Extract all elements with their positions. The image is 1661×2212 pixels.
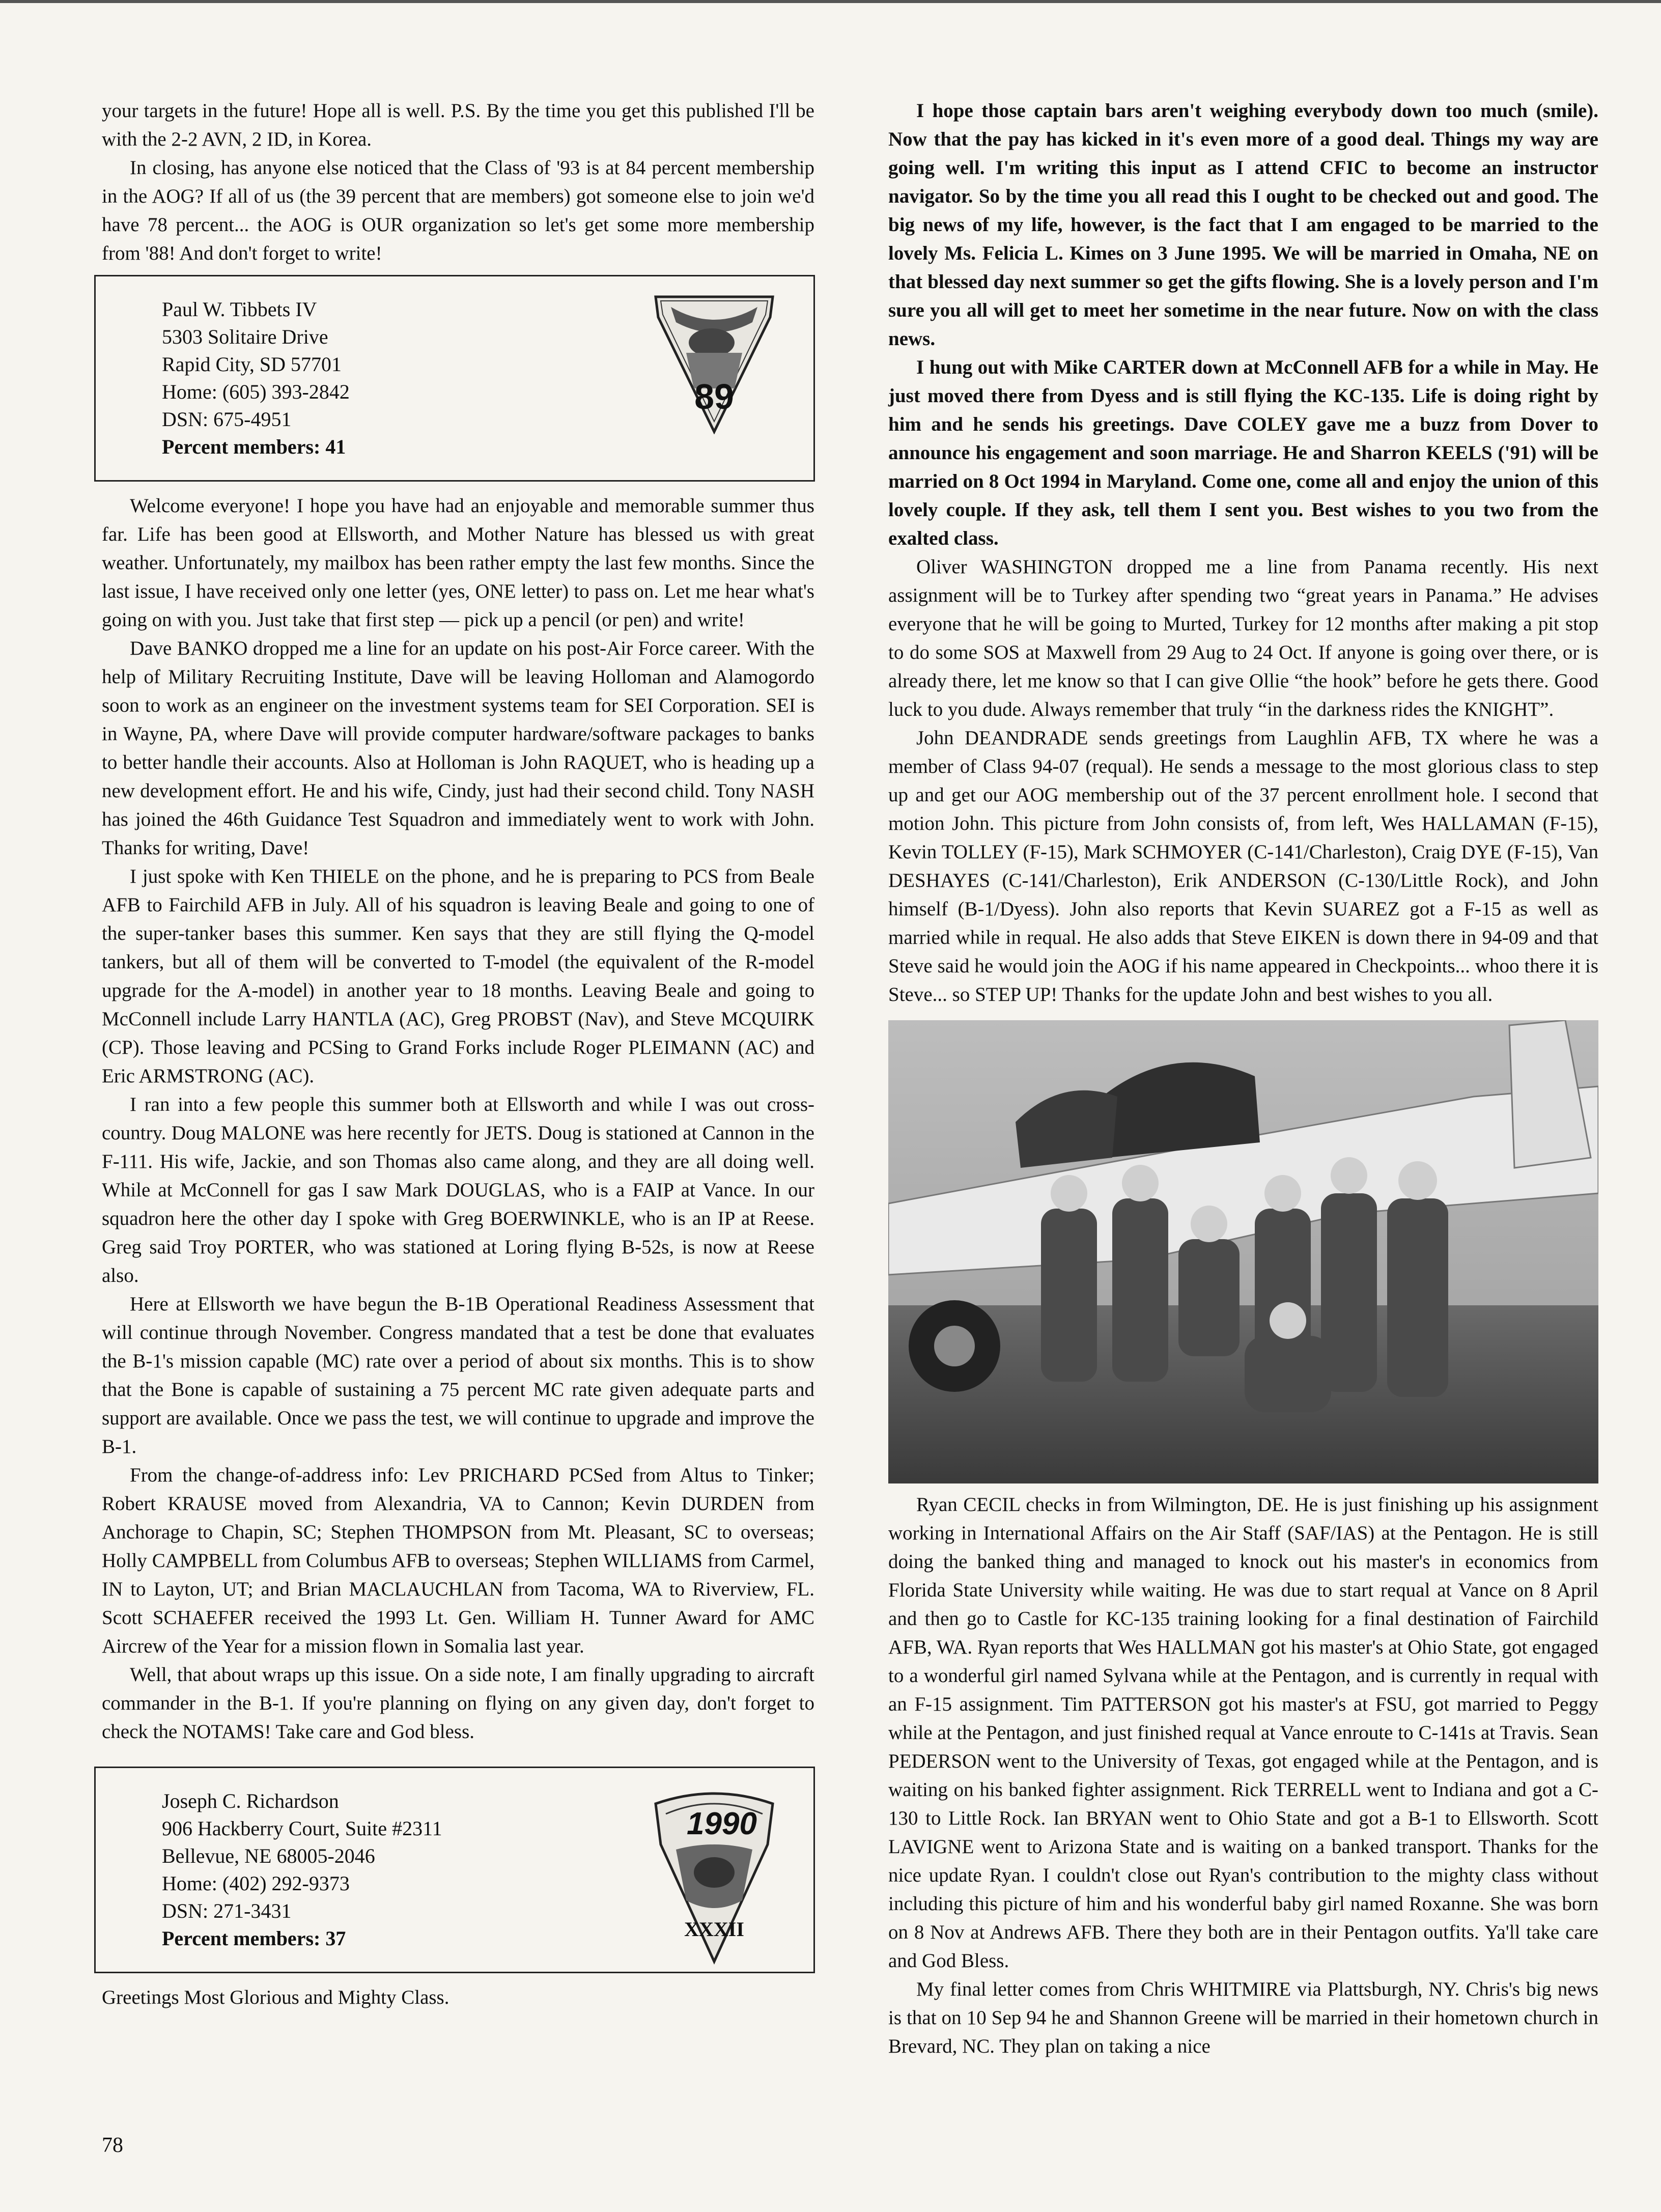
- svg-text:1990: 1990: [687, 1806, 757, 1841]
- paragraph: Ryan CECIL checks in from Wilmington, DE. He is just finishing up his assignment working in International Affairs on the Air Staff (SAF/IAS) at the Pentagon. He is still doing the banked thing and managed to knock out his master's in economics from Florida State University while waiting. He was due to start requal at Vance on 8 April and then go to Castle for KC-135 training looking for a final destination of Fairchild AFB, WA. Ryan reports that Wes HALLMAN got his master's at Ohio State, got engaged to a wonderful girl named Sylvana while at the Pentagon, and is currently in requal with an F-15 assignment. Tim PATTERSON got his master's at FSU, got married to Peggy while at the Pentagon, and just finished requal at Vance enroute to C-141s at Travis. Sean PEDERSON went to the University of Texas, got engaged while at the Pentagon, and is waiting on his banked fighter assignment. Rick TERRELL went to Indiana and got a C-130 to Little Rock. Ian BRYAN went to Ohio State and got a B-1 to Ellsworth. Scott LAVIGNE went to Arizona State and is waiting on a banked transport. Thanks for the nice update Ryan. I couldn't close out Ryan's contribution to the mighty class without including this picture of him and his wonderful baby girl named Roxanne. She was born on 8 Nov at Andrews AFB. There they both are in their Pentagon outfits. Ya'll take care and God Bless.: [888, 1494, 1598, 1972]
- paragraph: I hung out with Mike CARTER down at McConnell AFB for a while in May. He just moved there from Dyess and is still flying the KC-135. Life is doing right by him and he sends his greetings. Dave COLEY gave me a buzz from Dover to announce his engagement and soon marriage. He and Sharron KEELS ('91) will be married on 8 Oct 1994 in Maryland. Come one, come all and enjoy the union of this lovely couple. If they ask, tell them I sent you. Best wishes to you two from the exalted class.: [888, 356, 1598, 549]
- scribe-city: Bellevue, NE 68005-2046: [162, 1844, 375, 1867]
- scribe-street: 906 Hackberry Court, Suite #2311: [162, 1817, 442, 1840]
- svg-text:89: 89: [694, 377, 734, 416]
- left-column: [102, 97, 814, 2012]
- right-column: [888, 97, 1598, 2061]
- paragraph: your targets in the future! Hope all is well. P.S. By the time you get this published I'll be with the 2-2 AVN, 2 ID, in Korea.: [102, 100, 814, 150]
- paragraph: I ran into a few people this summer both at Ellsworth and while I was out cross-country. Doug MALONE was here recently for JETS. Doug is stationed at Cannon in the F-111. His wife, Jackie, and son Thomas also came along, and they are all doing well. While at McConnell for gas I saw Mark DOUGLAS, who is a FAIP at Vance. In our squadron here the other day I spoke with Greg BOERWINKLE, who is an IP at Reese. Greg said Troy PORTER, who was stationed at Loring flying B-52s, is now at Reese also.: [102, 1094, 814, 1286]
- class-1989-address-box: [94, 275, 815, 482]
- class-1990-address-box: [94, 1767, 815, 1973]
- closing-line: Greetings Most Glorious and Mighty Class.: [102, 1986, 449, 2008]
- svg-text:XXXII: XXXII: [684, 1918, 744, 1941]
- paragraph: My final letter comes from Chris WHITMIRE via Plattsburgh, NY. Chris's big news is that on 10 Sep 94 he and Shannon Greene will be married in their hometown church in Brevard, NC. They plan on taking a nice: [888, 1978, 1598, 2057]
- paragraph: From the change-of-address info: Lev PRICHARD PCSed from Altus to Tinker; Robert KRAUSE moved from Alexandria, VA to Cannon; Kevin DURDEN from Anchorage to Chapin, SC; Stephen THOMPSON from Mt. Pleasant, SC to overseas; Holly CAMPBELL from Columbus AFB to overseas; Stephen WILLIAMS from Carmel, IN to Layton, UT; and Brian MACLAUCHLAN from Tacoma, WA to Riverview, FL. Scott SCHAEFER received the 1993 Lt. Gen. William H. Tunner Award for AMC Aircrew of the Year for a mission flown in Somalia last year.: [102, 1464, 814, 1657]
- percent-members: Percent members: 37: [162, 1927, 346, 1950]
- paragraph: Welcome everyone! I hope you have had an enjoyable and memorable summer thus far. Life has been good at Ellsworth, and Mother Nature has blessed us with great weather. Unfortunately, my mailbox has been rather empty the last few months. Since the last issue, I have received only one letter (yes, ONE letter) to pass on. Let me hear what's going on with you. Just take that first step — pick up a pencil (or pen) and write!: [102, 495, 814, 631]
- group-photo-jet: [888, 1020, 1598, 1483]
- paragraph: John DEANDRADE sends greetings from Laughlin AFB, TX where he was a member of Class 94-07 (requal). He sends a message to the most glorious class to step up and get our AOG membership out of the 37 percent enrollment hole. I second that motion John. This picture from John consists of, from left, Wes HALLAMAN (F-15), Kevin TOLLEY (F-15), Mark SCHMOYER (C-141/Charleston), Craig DYE (F-15), Van DESHAYES (C-141/Charleston), Erik ANDERSON (C-130/Little Rock), and John himself (B-1/Dyess). John also reports that Kevin SUAREZ got a F-15 as well as married while in requal. He also adds that Steve EIKEN is down there in 94-09 and that Steve said he would join the AOG if his name appeared in Checkpoints... whoo there it is Steve... so STEP UP! Thanks for the update John and best wishes to you all.: [888, 727, 1598, 1005]
- scribe-home-phone: Home: (605) 393-2842: [162, 380, 350, 403]
- paragraph: I hope those captain bars aren't weighing everybody down too much (smile). Now that the pay has kicked in it's even more of a good deal. Things my way are going well. I'm writing this input as I attend CFIC to become an instructor navigator. So by the time you all read this I ought to be checked out and good. The big news of my life, however, is the fact that I am engaged to be married to the lovely Ms. Felicia L. Kimes on 3 June 1995. We will be married in Omaha, NE on that blessed day next summer so get the gifts flowing. She is a lovely person and I'm sure you all will get to meet her sometime in the near future. Now on with the class news.: [888, 100, 1598, 350]
- class-crest-icon: [645, 1783, 783, 1967]
- paragraph: Well, that about wraps up this issue. On a side note, I am finally upgrading to aircraft commander in the B-1. If you're planning on flying on any given day, don't forget to check the NOTAMS! Take care and God bless.: [102, 1664, 814, 1743]
- scribe-name: Joseph C. Richardson: [162, 1789, 339, 1812]
- scribe-home-phone: Home: (402) 292-9373: [162, 1872, 350, 1895]
- percent-members: Percent members: 41: [162, 435, 346, 458]
- page-number: 78: [102, 2134, 123, 2157]
- paragraph: In closing, has anyone else noticed that the Class of '93 is at 84 percent membership in the AOG? If all of us (the 39 percent that are members) got someone else to join we'd have 78 percent... the AOG is OUR organization so let's get some more membership from '88! And don't forget to write!: [102, 157, 814, 264]
- scribe-street: 5303 Solitaire Drive: [162, 325, 328, 348]
- scribe-dsn: DSN: 271-3431: [162, 1899, 292, 1922]
- paragraph: Dave BANKO dropped me a line for an update on his post-Air Force career. With the help of Military Recruiting Institute, Dave will be leaving Holloman and Alamogordo soon to work as an engineer on the investment systems team for SEI Corporation. SEI is in Wayne, PA, where Dave will provide computer hardware/software packages to banks to better handle their accounts. Also at Holloman is John RAQUET, who is heading up a new development effort. He and his wife, Cindy, just had their second child. Tony NASH has joined the 46th Guidance Test Squadron and immediately went to work with John. Thanks for writing, Dave!: [102, 637, 814, 859]
- paragraph: Oliver WASHINGTON dropped me a line from Panama recently. His next assignment will be to Turkey after spending two “great years in Panama.” He advises everyone that he will be going to Murted, Turkey for 12 months after making a pit stop to do some SOS at Maxwell from 29 Aug to 24 Oct. If anyone is going over there, or is already there, let me know so that I can give Ollie “the hook” before he gets there. Good luck to you dude. Always remember that truly “in the darkness rides the KNIGHT”.: [888, 556, 1598, 720]
- scribe-name: Paul W. Tibbets IV: [162, 298, 317, 321]
- paragraph: Here at Ellsworth we have begun the B-1B Operational Readiness Assessment that will continue through November. Congress mandated that a test be done that evaluates the B-1's mission capable (MC) rate over a period of about six months. This is to show that the Bone is capable of sustaining a 75 percent MC rate given adequate parts and support are available. Once we pass the test, we will continue to upgrade and improve the B-1.: [102, 1293, 814, 1458]
- scribe-city: Rapid City, SD 57701: [162, 353, 342, 376]
- scribe-dsn: DSN: 675-4951: [162, 408, 292, 431]
- paragraph: I just spoke with Ken THIELE on the phone, and he is preparing to PCS from Beale AFB to Fairchild AFB in July. All of his squadron is leaving Beale and going to one of the super-tanker bases this summer. Ken says that they are still flying the Q-model tankers, but all of them will be converted to T-model (the equivalent of the R-model upgrade for the A-model) in another year to 18 months. Leaving Beale and going to McConnell include Larry HANTLA (AC), Greg PROBST (Nav), and Steve MCQUIRK (CP). Those leaving and PCSing to Grand Forks include Roger PLEIMANN (AC) and Eric ARMSTRONG (AC).: [102, 865, 814, 1087]
- class-crest-icon: [651, 287, 778, 434]
- top-rule: [0, 0, 1661, 3]
